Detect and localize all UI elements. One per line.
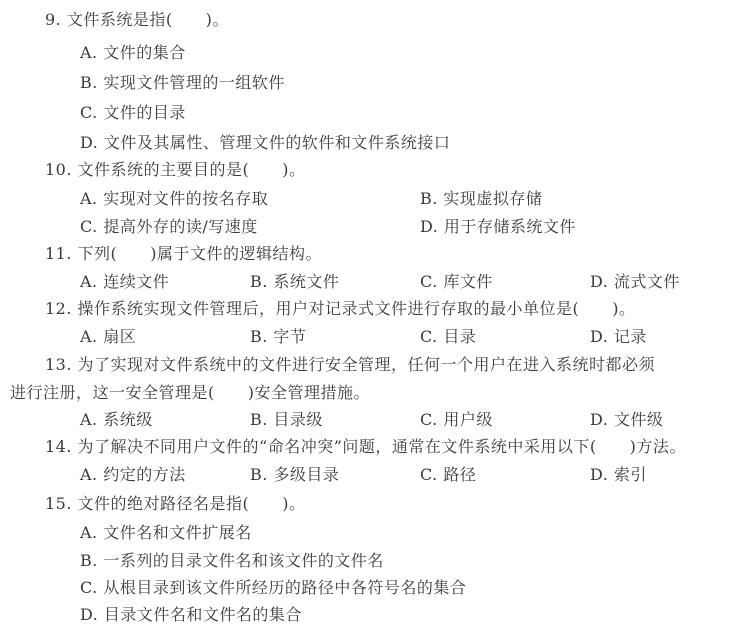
question-11-option-b: B. 系统文件 [250,272,340,291]
question-14-option-c: C. 路径 [420,465,477,484]
question-12-option-d: D. 记录 [590,327,647,346]
question-12-stem: 12. 操作系统实现文件管理后，用户对记录式文件进行存取的最小单位是( )。 [45,299,636,318]
question-10-option-d: D. 用于存储系统文件 [420,217,576,236]
question-11-option-c: C. 库文件 [420,272,493,291]
question-9-stem: 9. 文件系统是指( )。 [45,10,229,29]
question-13-option-a: A. 系统级 [80,410,153,429]
question-14-option-b: B. 多级目录 [250,465,340,484]
question-12-option-c: C. 目录 [420,327,477,346]
question-9-option-b: B. 实现文件管理的一组软件 [80,73,285,92]
question-9-option-a: A. 文件的集合 [80,43,186,62]
question-14-stem: 14. 为了解决不同用户文件的“命名冲突”问题，通常在文件系统中采用以下( )方法。 [45,437,686,456]
question-15-option-d: D. 目录文件名和文件名的集合 [80,605,302,624]
question-14-option-d: D. 索引 [590,465,647,484]
question-10-option-a: A. 实现对文件的按名存取 [80,189,269,208]
question-13-option-c: C. 用户级 [420,410,493,429]
question-12-option-a: A. 扇区 [80,327,137,346]
question-11-stem: 11. 下列( )属于文件的逻辑结构。 [45,244,323,263]
question-10-option-b: B. 实现虚拟存储 [420,189,543,208]
question-9-option-c: C. 文件的目录 [80,103,186,122]
question-15-option-c: C. 从根目录到该文件所经历的路径中各符号名的集合 [80,578,467,597]
question-14-option-a: A. 约定的方法 [80,465,186,484]
question-13-option-b: B. 目录级 [250,410,323,429]
question-11-option-d: D. 流式文件 [590,272,680,291]
question-12-option-b: B. 字节 [250,327,307,346]
question-13-stem-line1: 13. 为了实现对文件系统中的文件进行安全管理，任何一个用户在进入系统时都必须 [45,355,656,374]
question-11-option-a: A. 连续文件 [80,272,170,291]
question-13-stem-line2: 进行注册，这一安全管理是( )安全管理措施。 [10,383,370,402]
question-15-stem: 15. 文件的绝对路径名是指( )。 [45,494,306,513]
question-13-option-d: D. 文件级 [590,410,664,429]
question-9-option-d: D. 文件及其属性、管理文件的软件和文件系统接口 [80,133,451,152]
question-15-option-b: B. 一系列的目录文件名和该文件的文件名 [80,551,384,570]
question-15-option-a: A. 文件名和文件扩展名 [80,523,252,542]
question-10-stem: 10. 文件系统的主要目的是( )。 [45,160,306,179]
question-10-option-c: C. 提高外存的读/写速度 [80,217,258,236]
